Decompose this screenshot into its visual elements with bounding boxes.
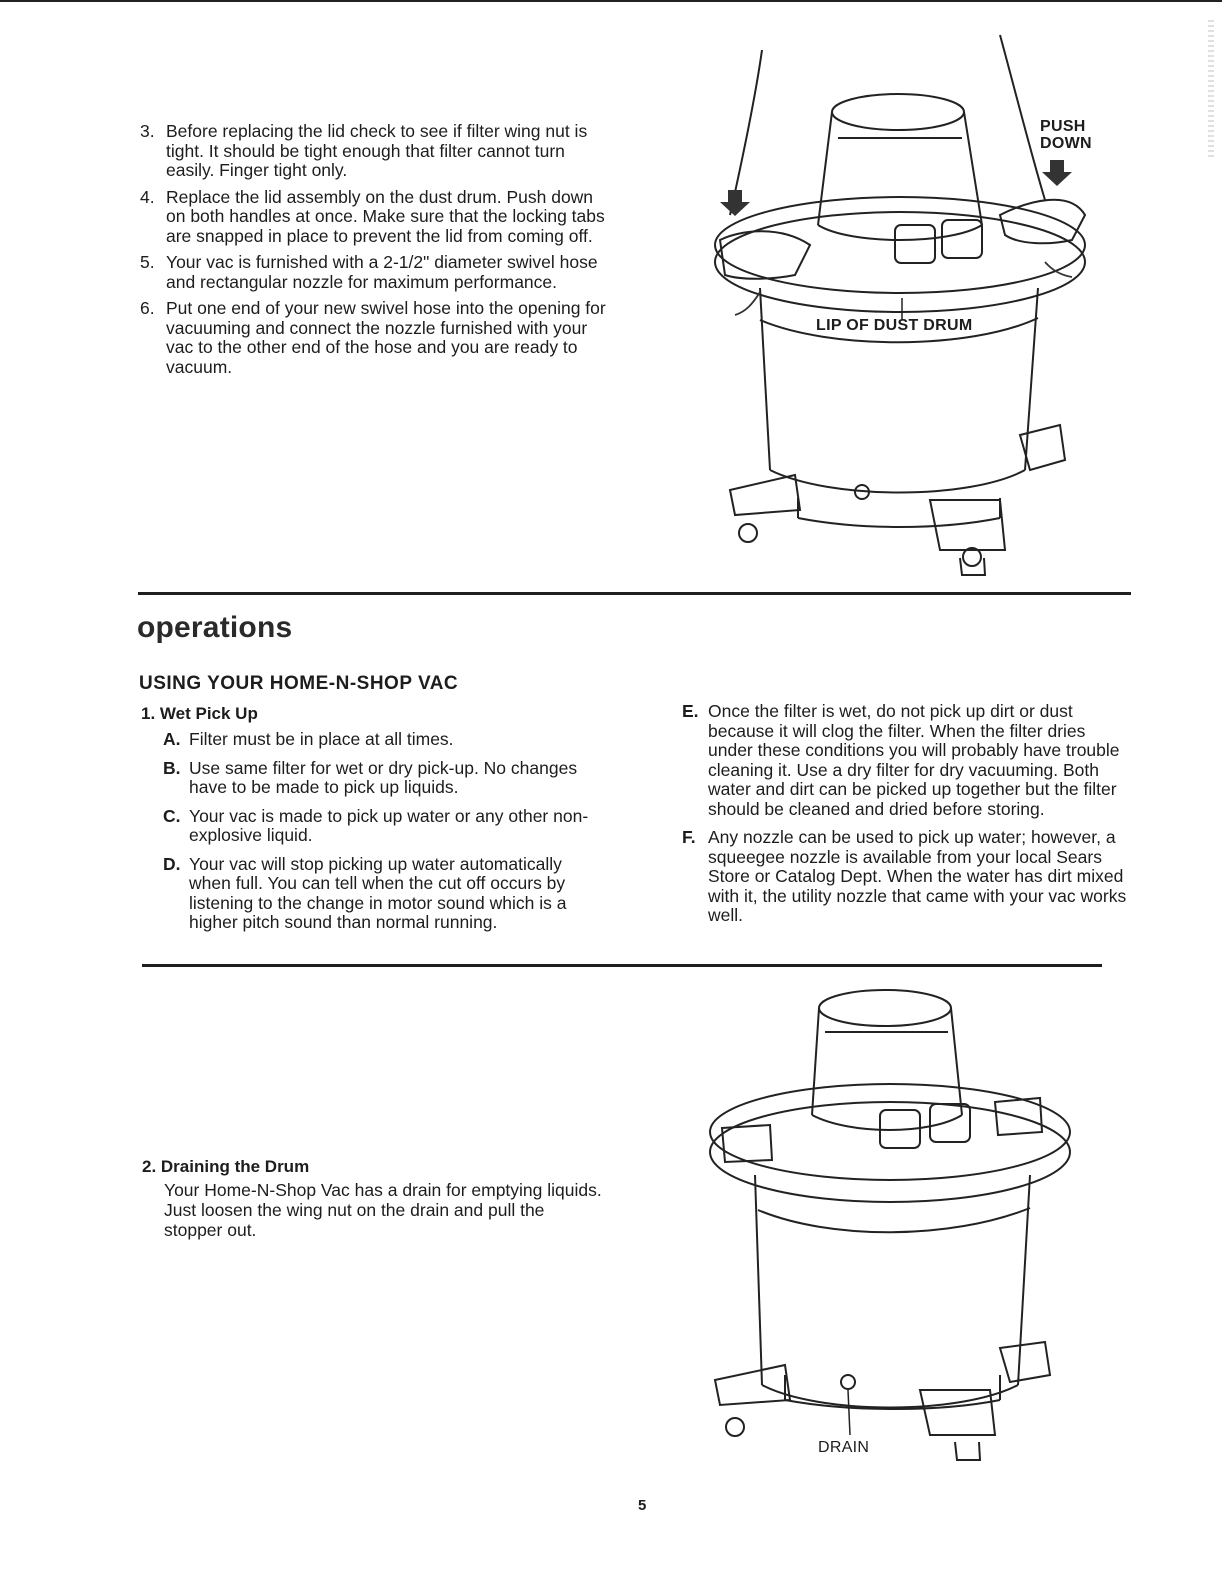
subsection-title: USING YOUR HOME-N-SHOP VAC (139, 673, 459, 694)
step-number: 5. (140, 252, 155, 272)
vac-lid-illustration (700, 30, 1120, 585)
item-letter: A. (163, 729, 181, 749)
step-number: 3. (140, 121, 155, 141)
step-item (140, 253, 615, 292)
page-number: 5 (638, 1497, 647, 1514)
step-text: Put one end of your new swivel hose into the opening for vacuuming and connect the nozzle furnished with your vac to the other end of the hose and you are ready to vacuum. (166, 298, 606, 377)
lid-assembly-figure (700, 30, 1120, 585)
draining-text: Your Home-N-Shop Vac has a drain for emptying liquids. Just loosen the wing nut on the drain and pull the stopper out. (164, 1180, 602, 1240)
item-letter: B. (163, 757, 181, 778)
item-text: Your vac is made to pick up water or any other non-explosive liquid. (189, 805, 589, 845)
vac-drain-illustration (700, 980, 1120, 1480)
wet-pickup-list-right (682, 702, 1127, 935)
push-down-label-line1: PUSH (1040, 118, 1086, 135)
list-item (163, 759, 608, 798)
section-title: operations (137, 611, 293, 644)
wet-pickup-list-left (163, 730, 608, 942)
wet-pickup-heading: 1. Wet Pick Up (141, 704, 258, 723)
step-item (140, 299, 615, 377)
item-text: Use same filter for wet or dry pick-up. No changes have to be made to pick up liquids. (189, 757, 578, 797)
item-letter: F. (682, 827, 696, 847)
drain-figure (700, 980, 1120, 1480)
item-letter: E. (682, 701, 699, 721)
item-text: Filter must be in place at all times. (189, 729, 454, 749)
push-down-label-line2: DOWN (1040, 135, 1092, 152)
item-text: Once the filter is wet, do not pick up dirt or dust because it will clog the filter. When the filter dries under these conditions you will probably have trouble cleaning it. Use a dry filter for dry vacuuming. Both water and dirt can be picked up together but the filter should be cleaned and dried before storing. (708, 701, 1120, 819)
list-item (682, 828, 1127, 926)
step-text: Replace the lid assembly on the dust drum. Push down on both handles at once. Make sure that the locking tabs are snapped in place to prevent the lid from coming off. (166, 186, 605, 246)
item-text: Any nozzle can be used to pick up water; however, a squeegee nozzle is available from your local Sears Store or Catalog Dept. When the water has dirt mixed with it, the utility nozzle that came with your vac works well. (708, 827, 1127, 925)
draining-heading: 2. Draining the Drum (142, 1157, 310, 1176)
list-item (682, 702, 1127, 819)
assembly-steps (140, 122, 615, 384)
step-number: 6. (140, 298, 155, 318)
item-text: Your vac will stop picking up water automatically when full. You can tell when the cut off occurs by listening to the change in motor sound which is a higher pitch sound than normal running. (189, 853, 567, 932)
lip-of-dust-drum-label: LIP OF DUST DRUM (816, 317, 973, 334)
list-item (163, 807, 608, 846)
top-border (0, 0, 1222, 2)
drain-label: DRAIN (818, 1439, 870, 1456)
step-item (140, 188, 615, 247)
list-item (163, 730, 608, 750)
section-divider (138, 592, 1131, 595)
section-divider (142, 964, 1102, 967)
step-text: Before replacing the lid check to see if filter wing nut is tight. It should be tight enough that filter cannot turn easily. Finger tight only. (166, 121, 588, 180)
item-letter: D. (163, 853, 181, 874)
item-letter: C. (163, 805, 181, 826)
step-item (140, 122, 615, 181)
step-number: 4. (140, 186, 155, 207)
scan-edge-mark (1208, 20, 1214, 160)
list-item (163, 855, 608, 933)
step-text: Your vac is furnished with a 2-1/2" diameter swivel hose and rectangular nozzle for maximum performance. (166, 252, 598, 292)
